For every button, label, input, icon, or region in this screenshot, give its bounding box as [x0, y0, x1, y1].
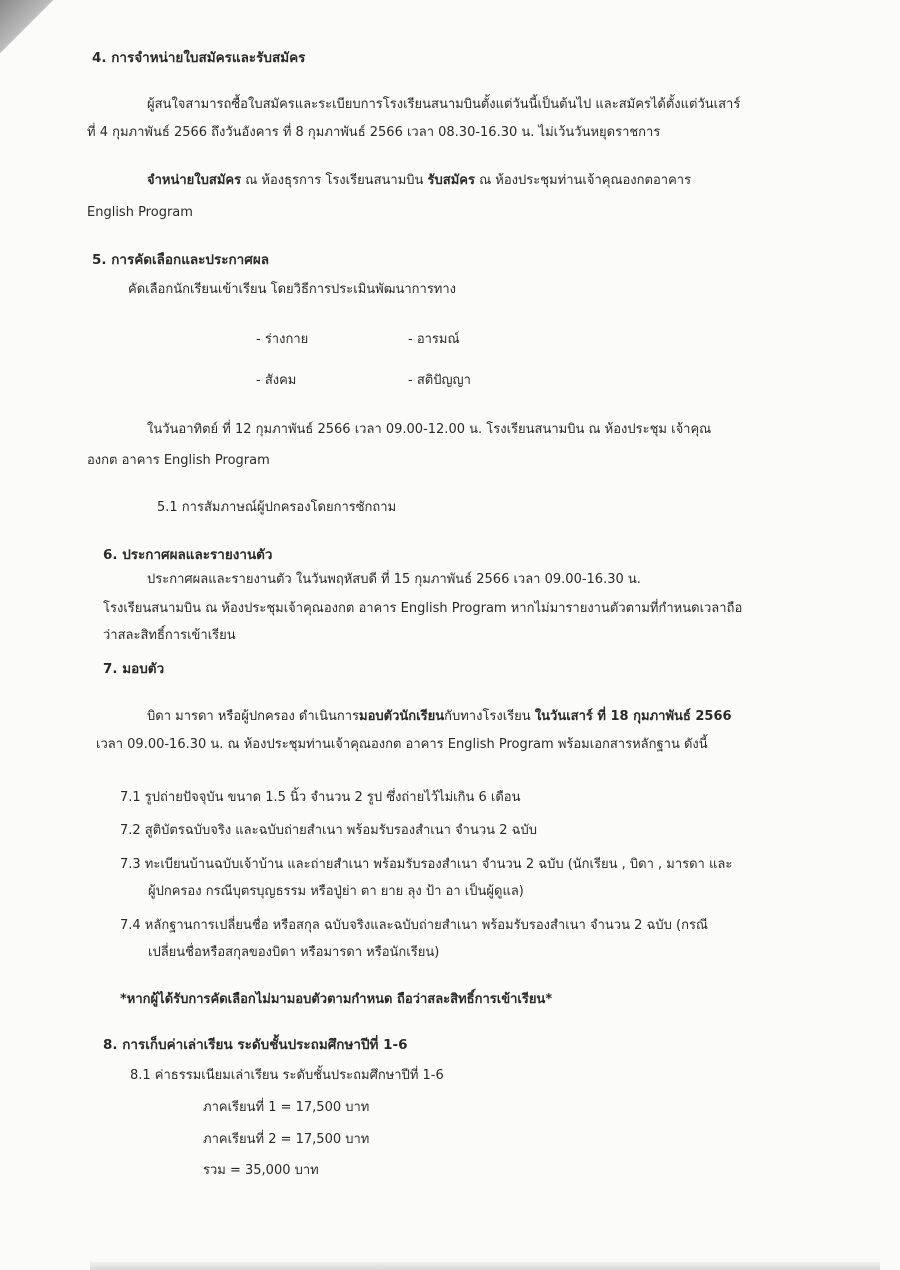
doc-item-7-1: 7.1 รูปถ่ายปัจจุบัน ขนาด 1.5 นิ้ว จำนวน 2 รูป ซึ่งถ่ายไว้ไม่เกิน 6 เดือน	[120, 790, 521, 805]
section-8-1-fees: 8.1 ค่าธรรมเนียมเล่าเรียน ระดับชั้นประถมศึกษาปีที่ 1-6	[130, 1068, 444, 1083]
apply-location: ณ ห้องประชุมท่านเจ้าคุณองกตอาคาร	[474, 173, 692, 188]
section-7-paragraph-1	[147, 709, 732, 725]
criteria-social: - สังคม	[256, 373, 297, 388]
fee-total: รวม = 35,000 บาท	[203, 1163, 319, 1178]
doc-item-7-3b: ผู้ปกครอง กรณีบุตรบุญธรรม หรือปู่ย่า ตา ยาย ลุง ป้า อา เป็นผู้ดูแล)	[148, 884, 524, 899]
criteria-intellectual: - สติปัญญา	[408, 373, 471, 388]
fee-term-1: ภาคเรียนที่ 1 = 17,500 บาท	[203, 1100, 370, 1115]
section-7-heading: 7. มอบตัว	[103, 661, 165, 677]
page-corner-fold	[0, 0, 80, 70]
section-6-paragraph-1a: ประกาศผลและรายงานตัว ในวันพฤหัสบดี ที่ 15 กุมภาพันธ์ 2566 เวลา 09.00-16.30 น.	[147, 572, 641, 587]
section-7-paragraph-1b: เวลา 09.00-16.30 น. ณ ห้องประชุมท่านเจ้าคุณองกต อาคาร English Program พร้อมเอกสารหลักฐาน ดังนี้	[96, 737, 708, 752]
sale-label: จำหน่ายใบสมัคร	[147, 173, 242, 188]
sale-location: ณ ห้องธุรการ โรงเรียนสนามบิน	[241, 173, 428, 188]
doc-item-7-3a: 7.3 ทะเบียนบ้านฉบับเจ้าบ้าน และถ่ายสำเนา พร้อมรับรองสำเนา จำนวน 2 ฉบับ (นักเรียน , บิดา , มารดา และ	[120, 857, 733, 872]
section-8-heading: 8. การเก็บค่าเล่าเรียน ระดับชั้นประถมศึกษาปีที่ 1-6	[103, 1037, 408, 1053]
enrollment-date: ในวันเสาร์ ที่ 18 กุมภาพันธ์ 2566	[534, 709, 732, 724]
section-6-heading: 6. ประกาศผลและรายงานตัว	[103, 547, 273, 563]
doc-item-7-2: 7.2 สูติบัตรฉบับจริง และฉบับถ่ายสำเนา พร้อมรับรองสำเนา จำนวน 2 ฉบับ	[120, 823, 537, 838]
section-5-paragraph-2a: ในวันอาทิตย์ ที่ 12 กุมภาพันธ์ 2566 เวลา 09.00-12.00 น. โรงเรียนสนามบิน ณ ห้องประชุม เจ้าคุณ	[147, 422, 712, 437]
section-4-paragraph-1b: ที่ 4 กุมภาพันธ์ 2566 ถึงวันอังคาร ที่ 8 กุมภาพันธ์ 2566 เวลา 08.30-16.30 น. ไม่เว้นวันหยุดราชการ	[87, 125, 661, 140]
section-6-paragraph-1b: โรงเรียนสนามบิน ณ ห้องประชุมเจ้าคุณองกต อาคาร English Program หากไม่มารายงานตัวตามที่กำหนดเวลาถือ	[103, 601, 743, 616]
apply-label: รับสมัคร	[427, 173, 475, 188]
enrollment-warning-note: *หากผู้ได้รับการคัดเลือกไม่มามอบตัวตามกำหนด ถือว่าสละสิทธิ์การเข้าเรียน*	[120, 992, 553, 1007]
section-4-heading: 4. การจำหน่ายใบสมัครและรับสมัคร	[92, 50, 306, 66]
criteria-emotional: - อารมณ์	[408, 332, 460, 347]
section-7-text-1: บิดา มารดา หรือผู้ปกครอง ดำเนินการ	[147, 709, 360, 724]
section-4-paragraph-2	[147, 173, 691, 189]
doc-item-7-4b: เปลี่ยนชื่อหรือสกุลของบิดา หรือมารดา หรือนักเรียน)	[148, 945, 440, 960]
criteria-physical: - ร่างกาย	[256, 332, 309, 347]
section-5-1-interview: 5.1 การสัมภาษณ์ผู้ปกครองโดยการซักถาม	[157, 500, 397, 515]
section-5-paragraph-2b: องกต อาคาร English Program	[87, 453, 270, 468]
section-5-paragraph-1: คัดเลือกนักเรียนเข้าเรียน โดยวิธีการประเมินพัฒนาการทาง	[128, 282, 457, 297]
section-4-paragraph-2b: English Program	[87, 205, 193, 220]
section-6-paragraph-1c: ว่าสละสิทธิ์การเข้าเรียน	[103, 628, 236, 643]
page-bottom-shadow	[90, 1262, 880, 1270]
fee-term-2: ภาคเรียนที่ 2 = 17,500 บาท	[203, 1132, 370, 1147]
enrollment-label: มอบตัวนักเรียน	[359, 709, 445, 724]
section-5-heading: 5. การคัดเลือกและประกาศผล	[92, 252, 269, 268]
doc-item-7-4a: 7.4 หลักฐานการเปลี่ยนชื่อ หรือสกุล ฉบับจริงและฉบับถ่ายสำเนา พร้อมรับรองสำเนา จำนวน 2 ฉบับ (กรณี	[120, 918, 708, 933]
section-7-text-2: กับทางโรงเรียน	[444, 709, 535, 724]
section-4-paragraph-1a: ผู้สนใจสามารถซื้อใบสมัครและระเบียบการโรงเรียนสนามบินตั้งแต่วันนี้เป็นต้นไป และสมัครได้ตั้งแต่วันเสาร์	[147, 97, 741, 112]
